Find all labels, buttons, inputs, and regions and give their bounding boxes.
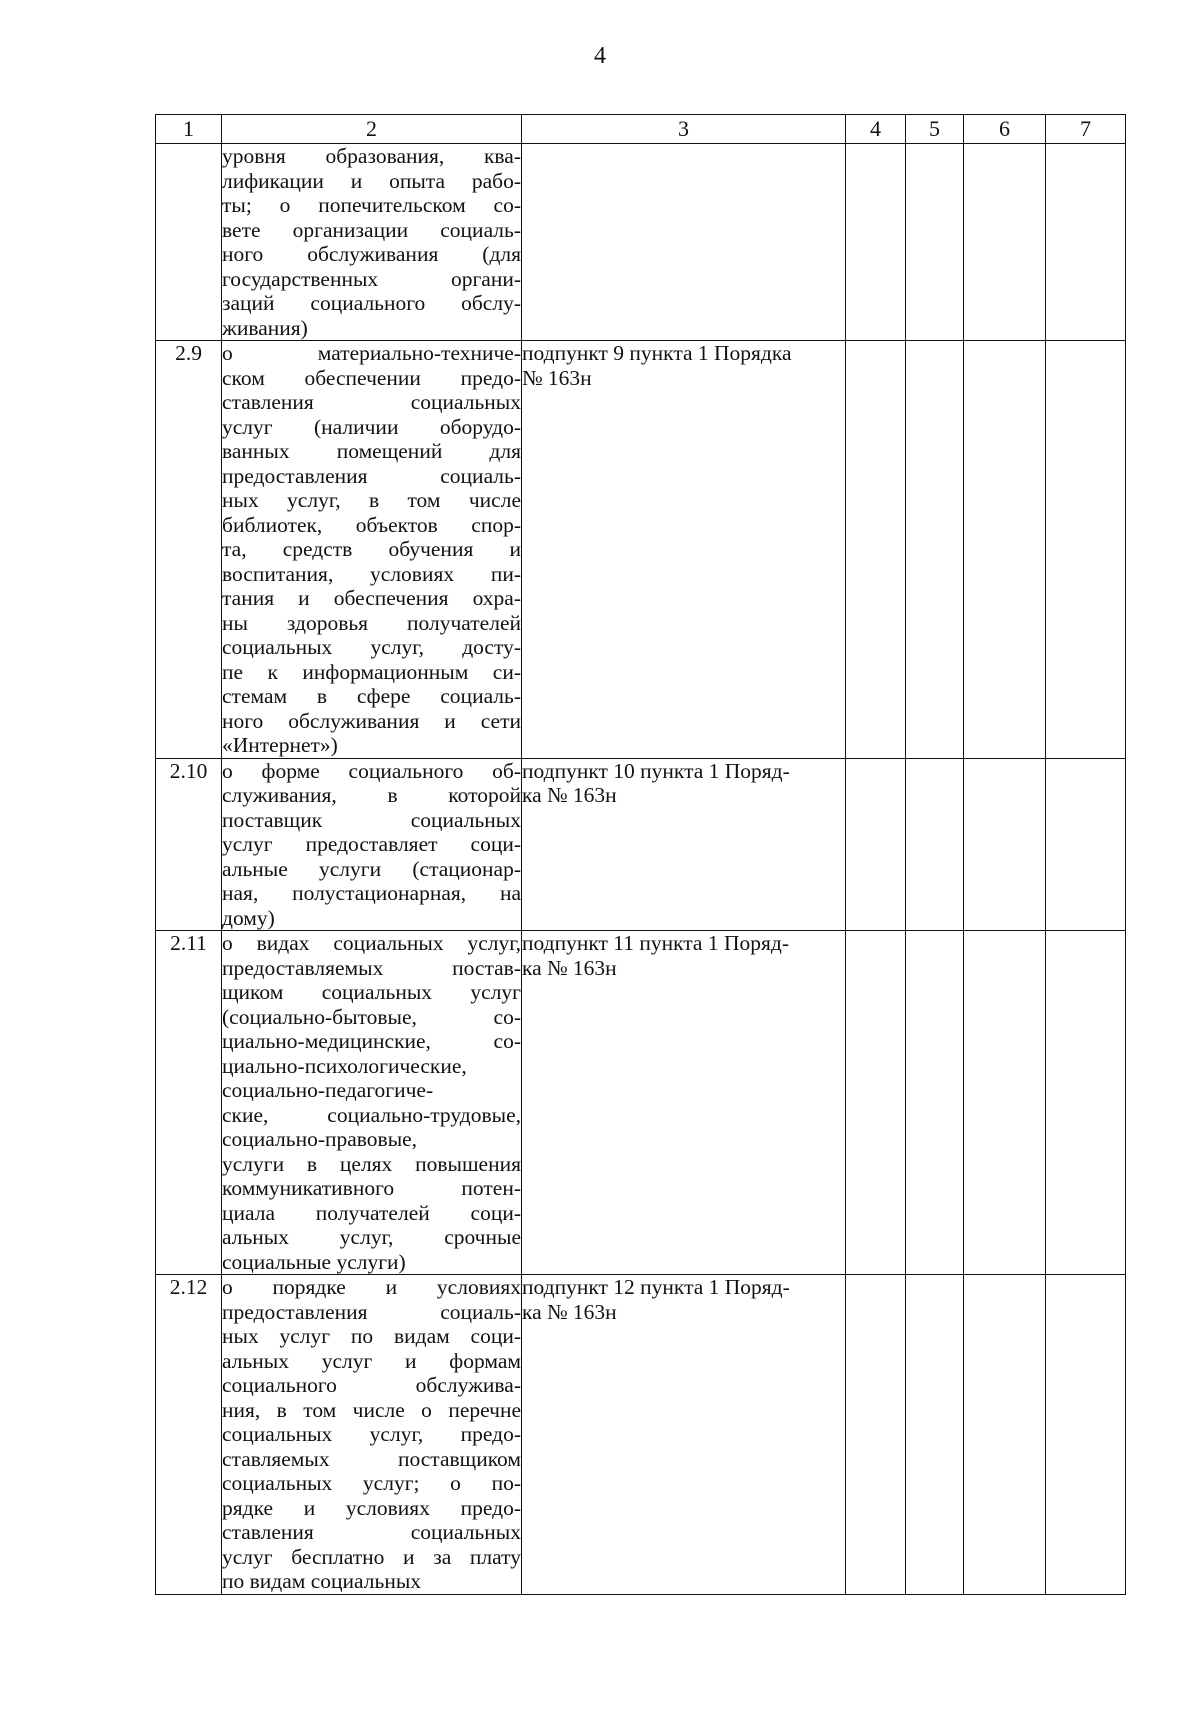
row-description	[222, 341, 522, 759]
row-reference	[522, 931, 846, 1275]
reference-line: подпункт 11 пункта 1 Поряд-	[522, 931, 789, 955]
reference-line: ка № 163н	[522, 783, 617, 807]
row-description	[222, 1275, 522, 1595]
row-reference	[522, 758, 846, 931]
description-line: служивания, в которой	[222, 783, 521, 807]
description-line: альных услуг, срочные	[222, 1225, 521, 1249]
row-number: 2.12	[156, 1275, 222, 1595]
description-line: ния, в том числе о перечне	[222, 1397, 521, 1422]
description-line: о материально-техниче-	[222, 341, 521, 365]
empty-cell-col-4	[846, 931, 906, 1275]
header-cell: 2	[222, 115, 522, 144]
empty-cell-col-5	[906, 758, 964, 931]
reference-line: подпункт 9 пункта 1 Порядка	[522, 341, 792, 365]
row-reference	[522, 341, 846, 759]
description-line: альных услуг и формам	[222, 1348, 521, 1373]
row-description	[222, 931, 522, 1275]
description-line: социальных услуг, предо-	[222, 1422, 521, 1446]
reference-line: № 163н	[522, 365, 592, 390]
row-number: 2.10	[156, 758, 222, 931]
description-line: дому)	[222, 905, 275, 930]
empty-cell-col-4	[846, 1275, 906, 1595]
description-line: циально-медицинские, со-	[222, 1029, 521, 1053]
description-line: уровня образования, ква-	[222, 144, 521, 168]
description-line: заций социального обслу-	[222, 291, 521, 315]
description-line: ставляемых поставщиком	[222, 1446, 521, 1471]
description-line: ские, социально-трудовые,	[222, 1102, 521, 1127]
description-line: (социально-бытовые, со-	[222, 1004, 521, 1029]
reference-line: подпункт 12 пункта 1 Поряд-	[522, 1275, 790, 1299]
description-line: по видам социальных	[222, 1569, 422, 1593]
empty-cell-col-6	[964, 931, 1046, 1275]
page-number: 4	[594, 43, 606, 69]
description-line: альные услуги (стационар-	[222, 856, 521, 881]
header-cell: 1	[156, 115, 222, 144]
table-row	[156, 341, 1126, 759]
description-line: ставления социальных	[222, 390, 521, 414]
description-line: ванных помещений для	[222, 439, 521, 463]
description-line: лификации и опыта рабо-	[222, 168, 521, 193]
table-row	[156, 758, 1126, 931]
requirements-table	[155, 114, 1126, 1595]
description-line: пе к информационным си-	[222, 659, 521, 684]
empty-cell-col-5	[906, 341, 964, 759]
row-number: 2.9	[156, 341, 222, 759]
reference-line: подпункт 10 пункта 1 Поряд-	[522, 758, 790, 783]
description-line: циально-психологические,	[222, 1053, 467, 1078]
description-line: ском обеспечении предо-	[222, 365, 521, 390]
description-line: ного обслуживания (для	[222, 242, 521, 266]
description-line: поставщик социальных	[222, 807, 521, 832]
description-line: социально-педагогиче-	[222, 1078, 434, 1102]
table-header	[156, 115, 1126, 144]
description-line: стемам в сфере социаль-	[222, 684, 521, 708]
header-cell: 4	[846, 115, 906, 144]
table-row	[156, 144, 1126, 341]
empty-cell-col-7	[1046, 758, 1126, 931]
description-line: ставления социальных	[222, 1520, 521, 1544]
description-line: тания и обеспечения охра-	[222, 586, 521, 610]
empty-cell-col-4	[846, 144, 906, 341]
description-line: социального обслужива-	[222, 1373, 521, 1397]
description-line: ты; о попечительском со-	[222, 193, 521, 217]
empty-cell-col-6	[964, 144, 1046, 341]
description-line: ных услуг, в том числе	[222, 488, 521, 512]
description-line: услуги в целях повышения	[222, 1151, 521, 1176]
description-line: социальные услуги)	[222, 1249, 406, 1274]
description-line: вете организации социаль-	[222, 217, 521, 242]
description-line: услуг бесплатно и за плату	[222, 1544, 521, 1569]
empty-cell-col-4	[846, 758, 906, 931]
description-line: услуг предоставляет соци-	[222, 832, 521, 856]
header-row	[156, 115, 1126, 144]
row-description	[222, 758, 522, 931]
description-line: социально-правовые,	[222, 1127, 418, 1151]
description-line: библиотек, объектов спор-	[222, 512, 521, 537]
description-line: предоставления социаль-	[222, 463, 521, 488]
description-line: предоставляемых постав-	[222, 955, 521, 980]
header-cell: 5	[906, 115, 964, 144]
table-body	[156, 144, 1126, 1595]
description-line: о порядке и условиях	[222, 1275, 521, 1299]
header-cell: 6	[964, 115, 1046, 144]
description-line: предоставления социаль-	[222, 1299, 521, 1324]
description-line: живания)	[222, 315, 308, 340]
description-line: рядке и условиях предо-	[222, 1495, 521, 1520]
reference-line: ка № 163н	[522, 955, 617, 980]
empty-cell-col-7	[1046, 931, 1126, 1275]
description-line: государственных органи-	[222, 266, 521, 291]
empty-cell-col-6	[964, 341, 1046, 759]
description-line: ного обслуживания и сети	[222, 708, 521, 733]
empty-cell-col-7	[1046, 1275, 1126, 1595]
empty-cell-col-6	[964, 758, 1046, 931]
description-line: та, средств обучения и	[222, 537, 521, 561]
empty-cell-col-5	[906, 144, 964, 341]
description-line: щиком социальных услуг	[222, 980, 521, 1004]
description-line: ная, полустационарная, на	[222, 881, 521, 905]
description-line: социальных услуг; о по-	[222, 1471, 521, 1495]
description-line: ны здоровья получателей	[222, 610, 521, 635]
table-row	[156, 1275, 1126, 1595]
description-line: социальных услуг, досту-	[222, 635, 521, 659]
description-line: о видах социальных услуг,	[222, 931, 521, 955]
description-line: услуг (наличии оборудо-	[222, 414, 521, 439]
row-reference	[522, 144, 846, 341]
description-line: «Интернет»)	[222, 733, 338, 757]
description-line: циала получателей соци-	[222, 1200, 521, 1225]
row-number: 2.11	[156, 931, 222, 1275]
description-line: о форме социального об-	[222, 758, 521, 783]
description-line: ных услуг по видам соци-	[222, 1324, 521, 1348]
empty-cell-col-6	[964, 1275, 1046, 1595]
description-line: воспитания, условиях пи-	[222, 561, 521, 586]
header-cell: 7	[1046, 115, 1126, 144]
table-row	[156, 931, 1126, 1275]
empty-cell-col-5	[906, 1275, 964, 1595]
row-reference	[522, 1275, 846, 1595]
empty-cell-col-7	[1046, 144, 1126, 341]
reference-line: ка № 163н	[522, 1299, 617, 1324]
row-description	[222, 144, 522, 341]
row-number	[156, 144, 222, 341]
empty-cell-col-4	[846, 341, 906, 759]
empty-cell-col-7	[1046, 341, 1126, 759]
header-cell: 3	[522, 115, 846, 144]
empty-cell-col-5	[906, 931, 964, 1275]
description-line: коммуникативного потен-	[222, 1176, 521, 1200]
